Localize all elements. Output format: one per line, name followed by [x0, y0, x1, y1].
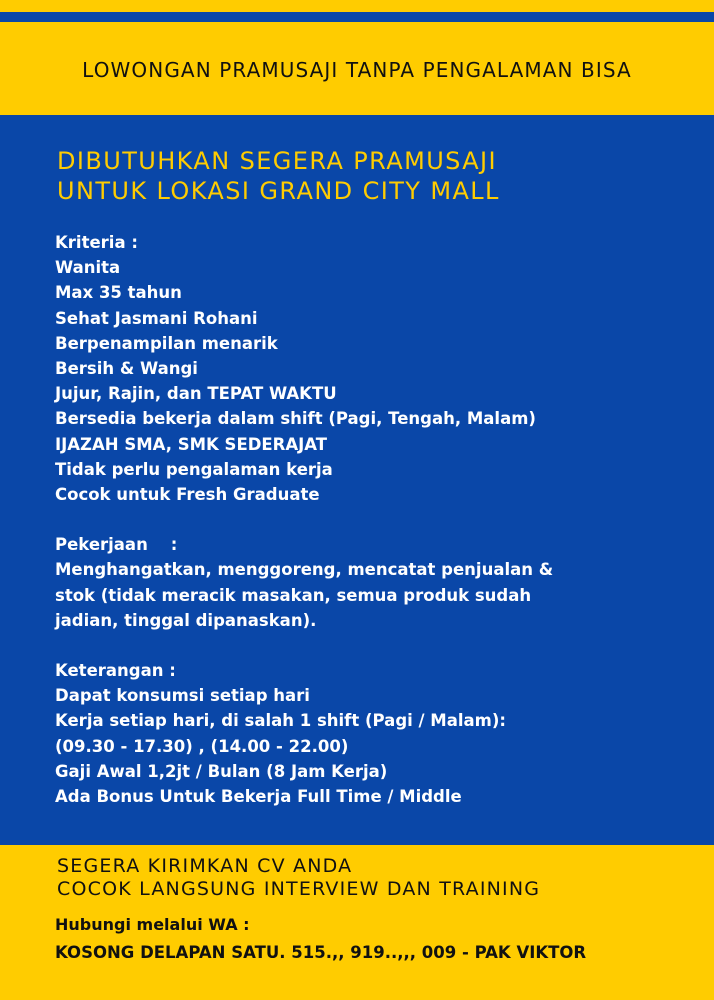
top-banner	[0, 0, 714, 115]
main-panel	[0, 115, 714, 845]
kriteria-item: IJAZAH SMA, SMK SEDERAJAT	[55, 434, 328, 454]
keterangan-item: (09.30 - 17.30) , (14.00 - 22.00)	[55, 736, 349, 756]
kriteria-item: Berpenampilan menarik	[55, 333, 278, 353]
kriteria-item: Jujur, Rajin, dan TEPAT WAKTU	[55, 384, 337, 404]
call-to-action	[57, 855, 540, 901]
cta-line-1: SEGERA KIRIMKAN CV ANDA	[57, 855, 353, 877]
kriteria-item: Max 35 tahun	[55, 283, 182, 303]
kriteria-item: Tidak perlu pengalaman kerja	[55, 459, 333, 479]
headline-line-1: DIBUTUHKAN SEGERA PRAMUSAJI	[57, 147, 498, 175]
pekerjaan-line: jadian, tinggal dipanaskan).	[55, 610, 317, 630]
footer-banner	[0, 845, 714, 1000]
kriteria-section	[55, 230, 553, 507]
kriteria-item: Sehat Jasmani Rohani	[55, 308, 258, 328]
keterangan-section	[55, 658, 553, 809]
cta-line-2: COCOK LANGSUNG INTERVIEW DAN TRAINING	[57, 878, 541, 900]
headline-line-2: UNTUK LOKASI GRAND CITY MALL	[57, 177, 500, 205]
kriteria-item: Wanita	[55, 258, 121, 278]
keterangan-heading: Keterangan :	[55, 661, 176, 681]
kriteria-item: Bersih & Wangi	[55, 359, 198, 379]
keterangan-item: Dapat konsumsi setiap hari	[55, 686, 310, 706]
headline	[57, 146, 500, 206]
top-stripe	[0, 12, 714, 22]
banner-title: LOWONGAN PRAMUSAJI TANPA PENGALAMAN BISA	[82, 58, 632, 82]
pekerjaan-line: stok (tidak meracik masakan, semua produk sudah	[55, 585, 532, 605]
keterangan-item: Ada Bonus Untuk Bekerja Full Time / Middle	[55, 787, 462, 807]
contact-label: Hubungi melalui WA :	[55, 915, 250, 934]
kriteria-item: Cocok untuk Fresh Graduate	[55, 485, 320, 505]
kriteria-heading: Kriteria :	[55, 233, 138, 252]
contact-number: KOSONG DELAPAN SATU. 515.,, 919..,,, 009 - PAK VIKTOR	[55, 943, 587, 962]
job-details	[55, 230, 553, 834]
pekerjaan-line: Menghangatkan, menggoreng, mencatat penjualan &	[55, 560, 554, 580]
pekerjaan-heading: Pekerjaan :	[55, 535, 178, 555]
pekerjaan-section	[55, 532, 553, 633]
kriteria-item: Bersedia bekerja dalam shift (Pagi, Tengah, Malam)	[55, 409, 536, 429]
keterangan-item: Kerja setiap hari, di salah 1 shift (Pagi / Malam):	[55, 711, 506, 731]
keterangan-item: Gaji Awal 1,2jt / Bulan (8 Jam Kerja)	[55, 761, 388, 781]
